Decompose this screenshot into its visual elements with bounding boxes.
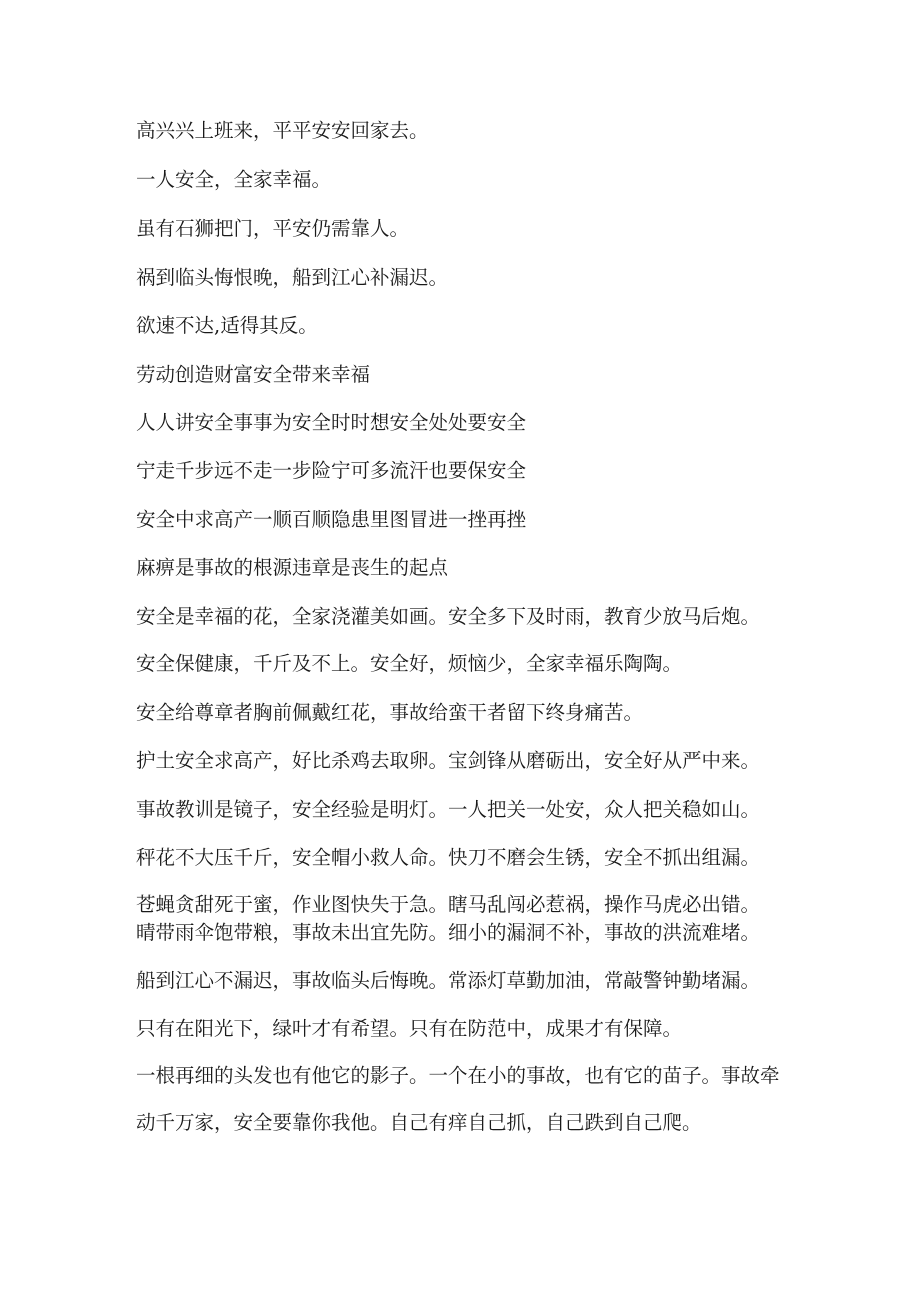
text-line-1: 高兴兴上班来，平平安安回家去。 [136,119,429,142]
text-line-19: 船到江心不漏迟，事故临头后悔晚。常添灯草勤加油，常敲警钟勤堵漏。 [136,969,761,992]
text-line-6: 劳动创造财富安全带来幸福 [136,363,371,386]
text-line-14: 护土安全求高产，好比杀鸡去取卵。宝剑锋从磨砺出，安全好从严中来。 [136,749,761,772]
text-line-13: 安全给尊章者胸前佩戴红花，事故给蛮干者留下终身痛苦。 [136,701,644,724]
text-line-2: 一人安全，全家幸福。 [136,168,332,191]
text-line-21: 一根再细的头发也有他它的影子。一个在小的事故，也有它的苗子。事故牵 [136,1064,780,1087]
text-line-8: 宁走千步远不走一步险宁可多流汗也要保安全 [136,459,527,482]
text-line-10: 麻痹是事故的根源违章是丧生的起点 [136,556,449,579]
text-line-12: 安全保健康，千斤及不上。安全好，烦恼少，全家幸福乐陶陶。 [136,652,683,675]
text-line-15: 事故教训是镜子，安全经验是明灯。一人把关一处安，众人把关稳如山。 [136,798,761,821]
text-line-18: 晴带雨伞饱带粮，事故未出宜先防。细小的漏洞不补，事故的洪流难堵。 [136,921,761,944]
text-line-22: 动千万家，安全要靠你我他。自己有痒自己抓，自己跌到自己爬。 [136,1111,702,1134]
text-line-7: 人人讲安全事事为安全时时想安全处处要安全 [136,411,527,434]
text-line-17: 苍蝇贪甜死于蜜，作业图快失于急。瞎马乱闯必惹祸，操作马虎必出错。 [136,893,761,916]
text-line-5: 欲速不达,适得其反。 [136,314,318,337]
text-line-20: 只有在阳光下，绿叶才有希望。只有在防范中，成果才有保障。 [136,1017,683,1040]
text-line-3: 虽有石狮把门，平安仍需靠人。 [136,217,410,240]
text-line-9: 安全中求高产一顺百顺隐患里图冒进一挫再挫 [136,508,527,531]
text-line-16: 秤花不大压千斤，安全帽小救人命。快刀不磨会生锈，安全不抓出组漏。 [136,846,761,869]
text-line-4: 祸到临头悔恨晚，船到江心补漏迟。 [136,266,449,289]
text-line-11: 安全是幸福的花，全家浇灌美如画。安全多下及时雨，教育少放马后炮。 [136,605,761,628]
